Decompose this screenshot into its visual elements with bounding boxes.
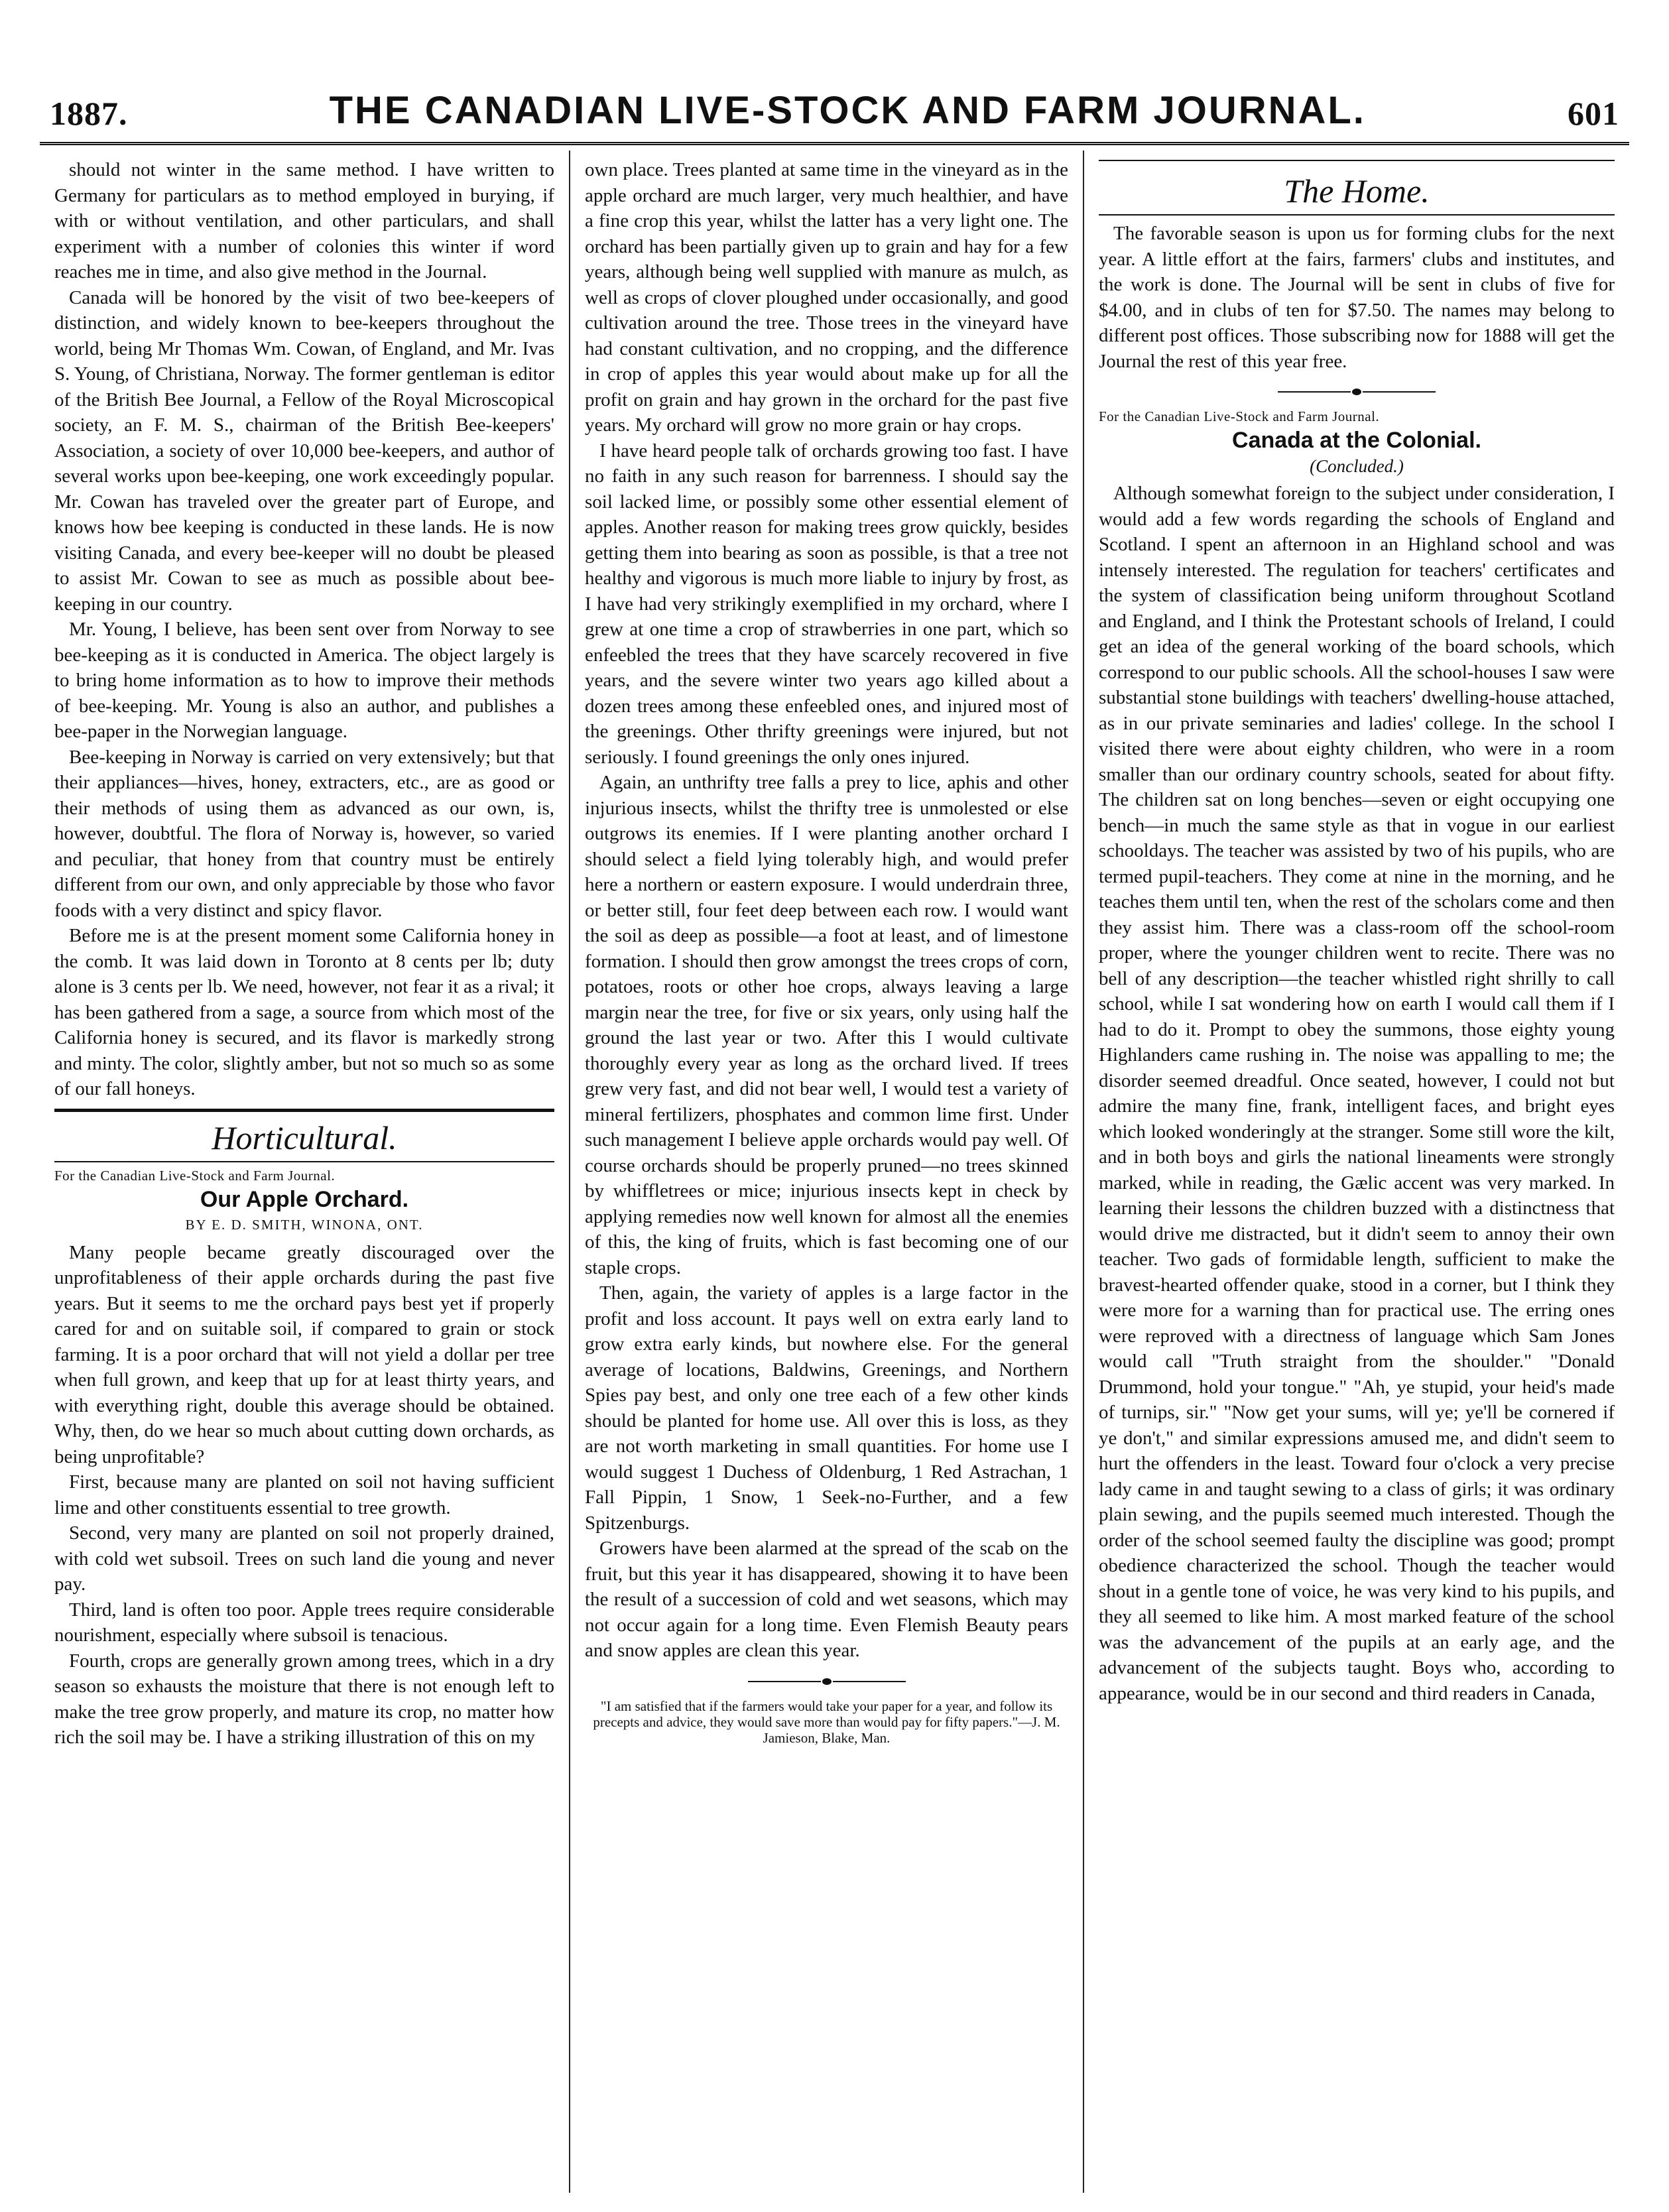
section-rule xyxy=(54,1161,554,1162)
column-2 xyxy=(570,151,1084,2193)
paragraph: Canada will be honored by the visit of two bee-keepers of distinction, and widely known to bee-keepers throughout the world, being Mr Thomas Wm. Cowan, of England, and Mr. Ivas S. Young, of Christiana, Norway. The former gentleman is editor of the British Bee Journal, a Fellow of the Royal Microscopical society, an F. M. S., chairman of the British Bee-keepers' Association, a society of over 10,000 bee-keepers, and author of several works upon bee-keeping, one work exceedingly popular. Mr. Cowan has traveled over the greater part of Europe, and knows how bee keeping is conducted in these lands. He is now visiting Canada, and every bee-keeper will no doubt be pleased to assist Mr. Cowan to see as much as possible about bee-keeping in our country. xyxy=(54,286,554,615)
article-title: Canada at the Colonial. xyxy=(1232,428,1481,453)
paragraph: I have heard people talk of orchards growing too fast. I have no faith in any such reason for barrenness. I should say the soil lacked lime, or possibly some other essential element of apples. Another reason for making trees grow quickly, besides getting them into bearing as soon as possible, is that a tree not healthy and vigorous is much more liable to injury by frost, as I have had very strikingly exemplified in my orchard, where I grew at one time a crop of strawberries in one part, which so enfeebled the trees that they have scarcely recovered in five years, and the severe winter two years ago killed about a dozen trees among these enfeebled ones, and injured most of the greenings. Other thrifty greenings were injured, but not seriously. I found greenings the only ones injured. xyxy=(585,440,1068,768)
paragraph: Mr. Young, I believe, has been sent over from Norway to see bee-keeping as it is conducted in America. The object largely is to bring home information as to how to improve their methods of bee-keeping. Mr. Young is also an author, and publishes a bee-paper in the Norwegian language. xyxy=(54,619,554,742)
section-rule xyxy=(1099,160,1615,161)
paragraph: Before me is at the present moment some California honey in the comb. It was laid down in Toronto at 8 cents per lb; duty alone is 3 cents per lb. We need, however, not fear it as a rival; it has been gathered from a sage, a source from which most of the California honey is secured, and its flavor is markedly strong and minty. The color, slightly amber, but not so much so as some of our fall honeys. xyxy=(54,925,554,1099)
paragraph: own place. Trees planted at same time in the vineyard as in the apple orchard are much larger, very much healthier, and have a fine crop this year, whilst the latter has a very light one. The orchard has been partially given up to grain and hay for a few years, although being well supplied with manure as mulch, as well as crops of clover ploughed under occasionally, and good cultivation around the tree. Those trees in the vineyard have had constant cultivation, and no cropping, and the difference in crop of apples this year would about make up for all the profit on grain and hay grown in the orchard for the past five years. My orchard will grow no more grain or hay crops. xyxy=(585,159,1068,436)
paragraph: should not winter in the same method. I have written to Germany for particulars as to method employed in burying, if with or without ventilation, and other particulars, and shall experiment with a number of colonies this winter if word reaches me in time, and also give method in the Journal. xyxy=(54,159,554,282)
paragraph: Fourth, crops are generally grown among trees, which in a dry season so exhausts the moisture that there is not enough left to make the tree grow properly, and mature its crop, no matter how rich the soil may be. I have a striking illustration of this on my xyxy=(54,1650,554,1748)
section-title-home: The Home. xyxy=(1284,172,1430,210)
paragraph: Bee-keeping in Norway is carried on very extensively; but that their appliances—hives, honey, extracters, etc., are as good or their methods of using them as advanced as our own, is, however, doubtful. The flora of Norway is, however, so varied and peculiar, that honey from that country must be entirely different from our own, and only appreciable by those who favor foods with a very distinct and spicy flavor. xyxy=(54,746,554,921)
section-rule xyxy=(1099,214,1615,215)
ornamental-divider xyxy=(1099,389,1615,395)
paragraph: Again, an unthrifty tree falls a prey to lice, aphis and other injurious insects, whilst the thrifty tree is unmolested or else outgrows its enemies. If I were planting another orchard I should select a field lying tolerably high, and would prefer here a northern or eastern exposure. I would underdrain three, or better still, four feet deep between each row. I would want the soil as deep as possible—a foot at least, and of limestone formation. I should then grow amongst the trees crops of corn, potatoes, roots or other hoe crops, always leaving a large margin near the tree, for five or six years, only using half the ground the last year or two. After this I would cultivate thoroughly every year as long as the orchard lived. If trees grew very fast, and did not bear well, I would test a variety of mineral fertilizers, phosphates and common lime first. Under such management I believe apple orchards would pay well. Of course orchards should be properly pruned—no trees skinned by whiffletrees or mice; injurious insects kept in check by applying remedies now well known for almost all the enemies of this, the king of fruits, which is fast becoming one of our staple crops. xyxy=(585,772,1068,1278)
ornamental-divider xyxy=(585,1678,1068,1685)
paragraph: Second, very many are planted on soil not properly drained, with cold wet subsoil. Trees on such land die young and never pay. xyxy=(54,1522,554,1595)
column-1 xyxy=(40,151,570,2193)
page-number: 601 xyxy=(1568,95,1619,132)
paragraph: Growers have been alarmed at the spread of the scab on the fruit, but this year it has disappeared, showing it to have been the result of a succession of cold and wet seasons, which may not occur again for a long time. Even Flemish Beauty pears and snow apples are clean this year. xyxy=(585,1538,1068,1661)
header-year: 1887. xyxy=(50,95,128,132)
article-credit: For the Canadian Live-Stock and Farm Journal. xyxy=(1099,408,1380,424)
section-rule xyxy=(54,1109,554,1112)
section-title-horticultural: Horticultural. xyxy=(212,1119,397,1156)
club-notice: The favorable season is upon us for forming clubs for the next year. A little effort at the fairs, farmers' clubs and institutes, and the work is done. The Journal will be sent in clubs of five for $4.00, and in clubs of ten for $7.50. The names may belong to different post offices. Those subscribing now for 1888 will get the Journal the rest of this year free. xyxy=(1099,223,1615,372)
paragraph: Although somewhat foreign to the subject under consideration, I would add a few words regarding the schools of England and Scotland. I spent an afternoon in an Highland school and was intensely interested. The regulation for teachers' certificates and the system of classification being uniform throughout Scotland and England, and I think the Protestant schools of Ireland, I could get an idea of the general working of the board schools, which correspond to our public schools. All the school-houses I saw were substantial stone buildings with teachers' dwelling-house attached, as in our private seminaries and ladies' college. In the school I visited there were about eighty children, who were in a room smaller than our ordinary country schools, seated for about fifty. The children sat on long benches—seven or eight occupying one bench—in much the same style as that in vogue in our earliest schooldays. The teacher was assisted by two of his pupils, who are termed pupil-teachers. They come at nine in the morning, and he teaches them until ten, when the rest of the scholars come and then they assist him. There was a class-room off the school-room proper, where the younger children went to recite. There was no bell of any description—the teacher whistled right shrilly to call school, while I sat wondering how on earth I would call them if I had to do it. Prompt to obey the summons, those eighty young Highlanders came rushing in. The noise was appalling to me; the disorder seemed dreadful. Once seated, however, I could not but admire the many fine, frank, intelligent faces, and bright eyes which looked wonderingly at the stranger. Some still wore the kilt, and in both boys and girls the national lineaments were strongly marked, while in reading, the Gælic accent was very marked. In learning their lessons the children buzzed with a distinctness that would drive me distracted, but it didn't seem to annoy their own teacher. Two gads of formidable length, sufficient to make the bravest-hearted offender quake, stood in a corner, but I think they were more for a warning than for practical use. The erring ones were reproved with a directness of language which Sam Jones would call "Truth straight from the shoulder." "Donald Drummond, hold your tongue." "Ah, ye stupid, your heid's made of turnips, sir." "Now get your sums, will ye; ye'll be cornered if ye don't," and similar expressions amused me, and didn't seem to hurt the offenders in the least. Toward four o'clock a very precise lady came in and taught sewing to a class of girls; it was ordinary plain sewing, and the pupils seemed much interested. Though the order of the school seemed faulty the discipline was good; prompt obedience characterized the school. Though the teacher would shout in a gentle tone of voice, he was very kind to his pupils, and they all seemed to like him. A most marked feature of the school was the advancement of the pupils at an early age, and the advancement of the subjects taught. Boys who, according to appearance, would be in our second and third readers in Canada, xyxy=(1099,483,1615,1704)
article-credit: For the Canadian Live-Stock and Farm Journal. xyxy=(54,1167,336,1184)
concluded-note: (Concluded.) xyxy=(1310,456,1404,476)
page-header xyxy=(40,80,1629,145)
article-title: Our Apple Orchard. xyxy=(200,1186,409,1212)
paragraph: Third, land is often too poor. Apple trees require considerable nourishment, especially where subsoil is tenacious. xyxy=(54,1599,554,1646)
paragraph: Then, again, the variety of apples is a large factor in the profit and loss account. It pays well on extra early land to grow extra early kinds, but nowhere else. For the general average of locations, Baldwins, Greenings, and Northern Spies pay best, and only one tree each of a few other kinds should be planted for home use. All over this is loss, as they are not worth marketing in small quantities. For home use I would suggest 1 Duchess of Oldenburg, 1 Red Astrachan, 1 Fall Pippin, 1 Snow, 1 Seek-no-Further, and a few Spitzenburgs. xyxy=(585,1282,1068,1534)
testimonial-quote: "I am satisfied that if the farmers would take your paper for a year, and follow its precepts and advice, they would save more than would pay for fifty papers."—J. M. Jamieson, Blake, Man. xyxy=(593,1697,1060,1746)
column-3 xyxy=(1084,151,1629,2193)
paragraph: Many people became greatly discouraged over the unprofitableness of their apple orchards during the past five years. But it seems to me the orchard pays best yet if properly cared for and on suitable soil, if compared to grain or stock farming. It is a poor orchard that will not yield a dollar per tree when full grown, and keep that up for at least thirty years, and with everything right, double this average should be obtained. Why, then, do we hear so much about cutting down orchards, as being unprofitable? xyxy=(54,1241,554,1467)
article-author: BY E. D. SMITH, WINONA, ONT. xyxy=(185,1216,424,1233)
paragraph: First, because many are planted on soil not having sufficient lime and other constituents essential to tree growth. xyxy=(54,1471,554,1518)
journal-title: THE CANADIAN LIVE-STOCK AND FARM JOURNAL. xyxy=(329,89,1366,132)
columns xyxy=(40,151,1629,2193)
